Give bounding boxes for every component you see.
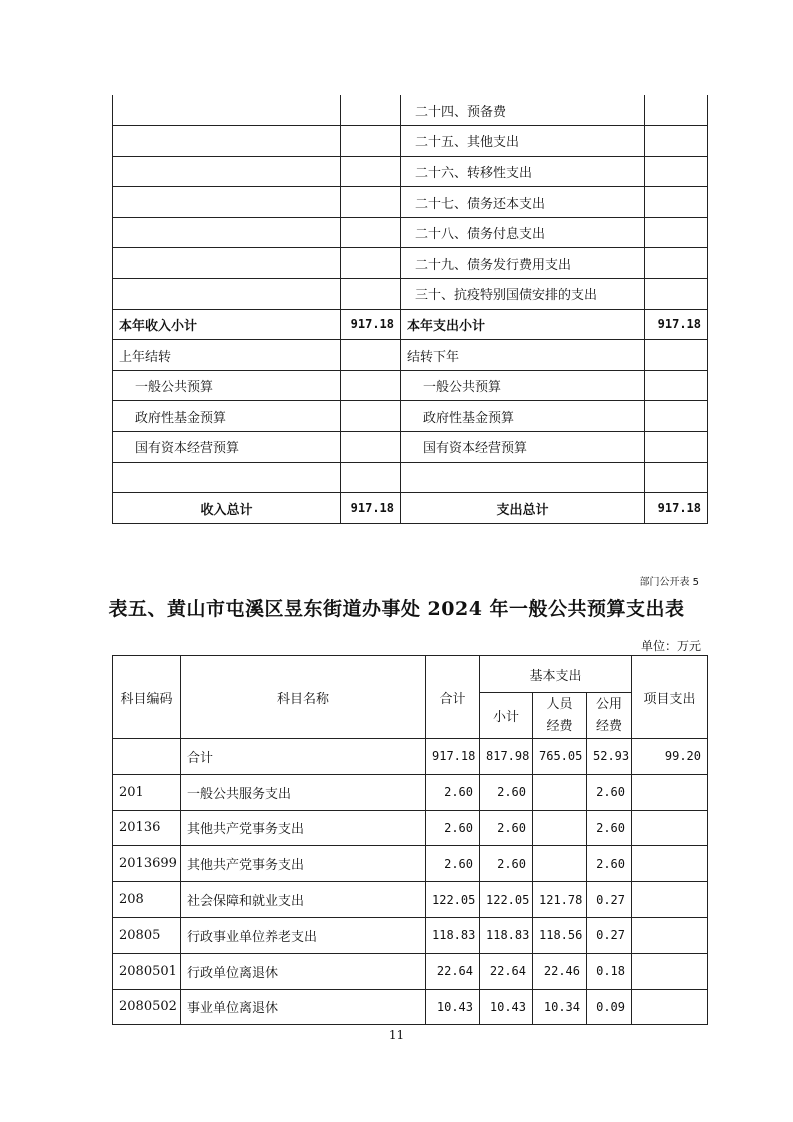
expense-subtotal-label: 本年支出小计 — [401, 309, 645, 340]
row-project — [632, 953, 708, 989]
header-personnel: 人员经费 — [533, 693, 587, 739]
row-name: 合计 — [181, 739, 426, 775]
row-project — [632, 810, 708, 846]
row-project: 99.20 — [632, 739, 708, 775]
row-subtotal: 2.60 — [480, 774, 533, 810]
carry-item-row — [113, 432, 708, 463]
header-project: 项目支出 — [632, 656, 708, 739]
row-personnel: 22.46 — [533, 953, 587, 989]
row-code: 2080501 — [113, 953, 181, 989]
income-amount — [341, 248, 401, 279]
header-subtotal: 小计 — [480, 693, 533, 739]
income-amount — [341, 126, 401, 157]
table-row — [113, 953, 708, 989]
income-amount — [341, 217, 401, 248]
expense-item: 二十八、债务付息支出 — [401, 217, 645, 248]
carry-income-item-amount — [341, 370, 401, 401]
expense-amount — [645, 248, 708, 279]
row-personnel: 765.05 — [533, 739, 587, 775]
row-subtotal: 10.43 — [480, 989, 533, 1025]
expense-total-label: 支出总计 — [401, 493, 645, 524]
carry-item-row — [113, 370, 708, 401]
table-title: 表五、黄山市屯溪区昱东街道办事处 2024 年一般公共预算支出表 — [108, 598, 685, 620]
table-row — [113, 989, 708, 1025]
row-public: 0.27 — [587, 882, 632, 918]
blank-cell — [113, 462, 341, 493]
row-name: 行政事业单位养老支出 — [181, 917, 426, 953]
row-total: 2.60 — [426, 774, 480, 810]
row-personnel: 121.78 — [533, 882, 587, 918]
income-subtotal-amount: 917.18 — [341, 309, 401, 340]
header-public: 公用经费 — [587, 693, 632, 739]
expense-item: 二十九、债务发行费用支出 — [401, 248, 645, 279]
row-personnel — [533, 846, 587, 882]
expense-amount — [645, 279, 708, 310]
expense-amount — [645, 217, 708, 248]
total-row — [113, 493, 708, 524]
income-item — [113, 279, 341, 310]
table-row — [113, 187, 708, 218]
table-row — [113, 126, 708, 157]
table-tag: 部门公开表 5 — [639, 577, 699, 588]
carry-expense-amount — [645, 340, 708, 371]
row-code — [113, 739, 181, 775]
expense-total-amount: 917.18 — [645, 493, 708, 524]
row-name: 一般公共服务支出 — [181, 774, 426, 810]
row-subtotal: 2.60 — [480, 846, 533, 882]
income-expense-table — [112, 95, 708, 524]
row-public: 0.18 — [587, 953, 632, 989]
carry-expense-item-amount — [645, 370, 708, 401]
row-name: 行政单位离退休 — [181, 953, 426, 989]
row-total: 2.60 — [426, 810, 480, 846]
carry-item-row — [113, 401, 708, 432]
row-total: 122.05 — [426, 882, 480, 918]
income-amount — [341, 279, 401, 310]
expense-item: 三十、抗疫特别国债安排的支出 — [401, 279, 645, 310]
header-total: 合计 — [426, 656, 480, 739]
row-personnel: 118.56 — [533, 917, 587, 953]
carry-income-item-amount — [341, 432, 401, 463]
table-row — [113, 248, 708, 279]
table-row — [113, 810, 708, 846]
table-row — [113, 882, 708, 918]
income-amount — [341, 95, 401, 126]
expense-item: 二十五、其他支出 — [401, 126, 645, 157]
carry-income-label: 上年结转 — [113, 340, 341, 371]
row-subtotal: 22.64 — [480, 953, 533, 989]
row-code: 201 — [113, 774, 181, 810]
row-name: 其他共产党事务支出 — [181, 810, 426, 846]
row-code: 20805 — [113, 917, 181, 953]
row-name: 社会保障和就业支出 — [181, 882, 426, 918]
row-public: 0.09 — [587, 989, 632, 1025]
row-total: 22.64 — [426, 953, 480, 989]
table-row — [113, 156, 708, 187]
carry-income-item: 国有资本经营预算 — [113, 432, 341, 463]
blank-cell — [645, 462, 708, 493]
carry-row — [113, 340, 708, 371]
carry-expense-item-amount — [645, 401, 708, 432]
income-item — [113, 126, 341, 157]
row-name: 事业单位离退休 — [181, 989, 426, 1025]
row-public: 2.60 — [587, 774, 632, 810]
carry-expense-item: 一般公共预算 — [401, 370, 645, 401]
income-item — [113, 248, 341, 279]
table-row — [113, 846, 708, 882]
row-total: 118.83 — [426, 917, 480, 953]
carry-expense-label: 结转下年 — [401, 340, 645, 371]
page-number: 11 — [388, 1028, 405, 1042]
row-code: 20136 — [113, 810, 181, 846]
row-project — [632, 882, 708, 918]
blank-cell — [341, 462, 401, 493]
expense-amount — [645, 126, 708, 157]
carry-expense-item: 国有资本经营预算 — [401, 432, 645, 463]
carry-expense-item-amount — [645, 432, 708, 463]
income-total-amount: 917.18 — [341, 493, 401, 524]
unit-label: 单位：万元 — [640, 639, 701, 653]
row-project — [632, 774, 708, 810]
expense-item: 二十七、债务还本支出 — [401, 187, 645, 218]
income-item — [113, 217, 341, 248]
row-subtotal: 2.60 — [480, 810, 533, 846]
blank-cell — [401, 462, 645, 493]
income-total-label: 收入总计 — [113, 493, 341, 524]
table-row — [113, 739, 708, 775]
expense-amount — [645, 187, 708, 218]
income-item — [113, 156, 341, 187]
table-row — [113, 774, 708, 810]
row-public: 2.60 — [587, 846, 632, 882]
row-personnel: 10.34 — [533, 989, 587, 1025]
subtotal-row — [113, 309, 708, 340]
row-total: 2.60 — [426, 846, 480, 882]
carry-expense-item: 政府性基金预算 — [401, 401, 645, 432]
row-public: 0.27 — [587, 917, 632, 953]
table-row — [113, 279, 708, 310]
income-item — [113, 95, 341, 126]
carry-income-item: 一般公共预算 — [113, 370, 341, 401]
income-amount — [341, 156, 401, 187]
carry-income-item: 政府性基金预算 — [113, 401, 341, 432]
carry-income-item-amount — [341, 401, 401, 432]
general-budget-expense-table — [112, 655, 708, 1025]
row-personnel — [533, 774, 587, 810]
row-code: 2080502 — [113, 989, 181, 1025]
header-basic: 基本支出 — [480, 656, 632, 693]
row-personnel — [533, 810, 587, 846]
row-public: 2.60 — [587, 810, 632, 846]
row-code: 208 — [113, 882, 181, 918]
expense-item: 二十六、转移性支出 — [401, 156, 645, 187]
row-subtotal: 118.83 — [480, 917, 533, 953]
income-subtotal-label: 本年收入小计 — [113, 309, 341, 340]
table-row — [113, 917, 708, 953]
row-subtotal: 817.98 — [480, 739, 533, 775]
table-row — [113, 95, 708, 126]
expense-item: 二十四、预备费 — [401, 95, 645, 126]
row-total: 917.18 — [426, 739, 480, 775]
income-item — [113, 187, 341, 218]
expense-amount — [645, 95, 708, 126]
income-amount — [341, 187, 401, 218]
table-row — [113, 217, 708, 248]
row-total: 10.43 — [426, 989, 480, 1025]
row-code: 2013699 — [113, 846, 181, 882]
carry-income-amount — [341, 340, 401, 371]
blank-row — [113, 462, 708, 493]
header-code: 科目编码 — [113, 656, 181, 739]
row-project — [632, 917, 708, 953]
header-name: 科目名称 — [181, 656, 426, 739]
expense-subtotal-amount: 917.18 — [645, 309, 708, 340]
row-name: 其他共产党事务支出 — [181, 846, 426, 882]
row-public: 52.93 — [587, 739, 632, 775]
expense-amount — [645, 156, 708, 187]
row-project — [632, 989, 708, 1025]
row-subtotal: 122.05 — [480, 882, 533, 918]
row-project — [632, 846, 708, 882]
